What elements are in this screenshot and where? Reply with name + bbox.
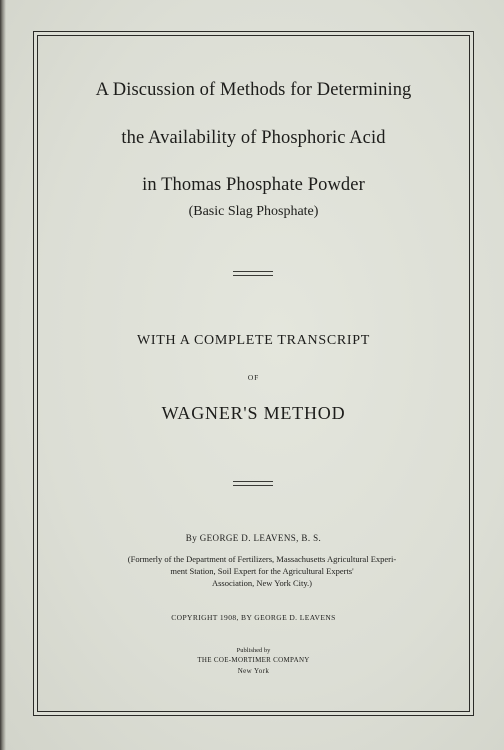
publisher-city: New York (237, 667, 270, 675)
publisher-name: THE COE-MORTIMER COMPANY (197, 656, 310, 664)
title-line-2: the Availability of Phosphoric Acid (121, 128, 386, 148)
title-line-1: A Discussion of Methods for Determining (95, 80, 412, 100)
affiliation-line-2: ment Station, Soil Expert for the Agricultural Experts' (170, 566, 354, 576)
published-by-label: Published by (236, 647, 271, 654)
transcript-heading: WITH A COMPLETE TRANSCRIPT (136, 333, 370, 348)
divider-rule-top-2 (233, 275, 273, 276)
divider-rule-bottom-1 (233, 481, 273, 482)
of-label: OF (247, 373, 260, 382)
divider-rule-top-1 (233, 271, 273, 272)
affiliation-line-1: (Formerly of the Department of Fertilizers, Massachusetts Agricultural Experi- (127, 554, 397, 564)
author-byline: By GEORGE D. LEAVENS, B. S. (185, 533, 322, 543)
subtitle: (Basic Slag Phosphate) (188, 204, 319, 219)
copyright-notice: COPYRIGHT 1908, BY GEORGE D. LEAVENS (171, 613, 336, 622)
author-affiliation (72, 553, 452, 589)
method-heading: WAGNER'S METHOD (161, 403, 346, 423)
spine-shadow (0, 0, 6, 750)
title-line-3: in Thomas Phosphate Powder (142, 175, 365, 195)
divider-rule-bottom-2 (233, 485, 273, 486)
affiliation-line-3: Association, New York City.) (211, 578, 313, 588)
